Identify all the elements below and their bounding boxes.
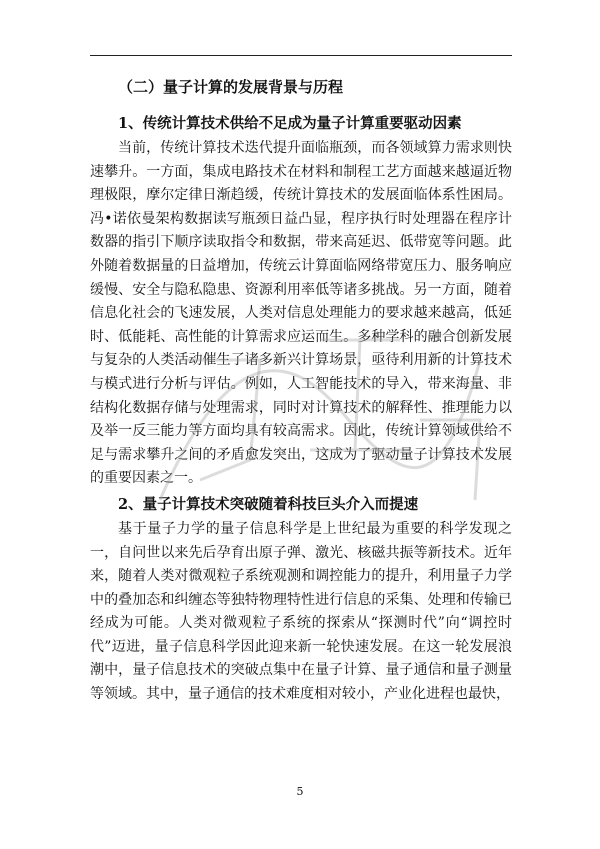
page-content bbox=[90, 72, 512, 707]
section-heading: （二）量子计算的发展背景与历程 bbox=[118, 78, 344, 96]
paragraph-2: 基于量子力学的量子信息科学是上世纪最为重要的科学发现之一，自问世以来先后孕育出原子弹、激光、核磁共振等新技术。近年来，随着人类对微观粒子系统观测和调控能力的提升，利用量子力学中的叠加态和纠缠态等独特物理特性进行信息的采集、处理和传输已经成为可能。人类对微观粒子系统的探索从“探测时代”向“调控时代”迈进，量子信息科学因此迎来新一轮快速发展。在这一轮发展浪潮中，量子信息技术的突破点集中在量子计算、量子通信和量子测量等领域。其中，量子通信的技术难度相对较小，产业化进程也最快， bbox=[90, 520, 512, 703]
page-number: 5 bbox=[296, 785, 304, 798]
header-rule bbox=[90, 55, 512, 56]
subsection-heading-2: 2、量子计算技术突破随着科技巨头介入而提速 bbox=[118, 495, 419, 513]
subsection-heading-1: 1、传统计算技术供给不足成为量子计算重要驱动因素 bbox=[118, 115, 462, 132]
paragraph-1: 当前，传统计算技术迭代提升面临瓶颈，而各领域算力需求则快速攀升。一方面，集成电路技术在材料和制程工艺方面越来越逼近物理极限，摩尔定律日渐趋缓，传统计算技术的发展面临体系性困局。冯•诺依曼架构数据读写瓶颈日益凸显，程序执行时处理器在程序计数器的指引下顺序读取指令和数据，带来高延迟、低带宽等问题。此外随着数据量的日益增加，传统云计算面临网络带宽压力、服务响应缓慢、安全与隐私隐患、资源利用率低等诸多挑战。另一方面，随着信息化社会的飞速发展，人类对信息处理能力的要求越来越高，低延时、低能耗、高性能的计算需求应运而生。多种学科的融合创新发展与复杂的人类活动催生了诸多新兴计算场景，亟待利用新的计算技术与模式进行分析与评估。例如，人工智能技术的导入，带来海量、非结构化数据存储与处理需求，同时对计算技术的解释性、推理能力以及举一反三能力等方面均具有较高需求。因此，传统计算领域供给不足与需求攀升之间的矛盾愈发突出，这成为了驱动量子计算技术发展的重要因素之一。 bbox=[90, 140, 512, 487]
